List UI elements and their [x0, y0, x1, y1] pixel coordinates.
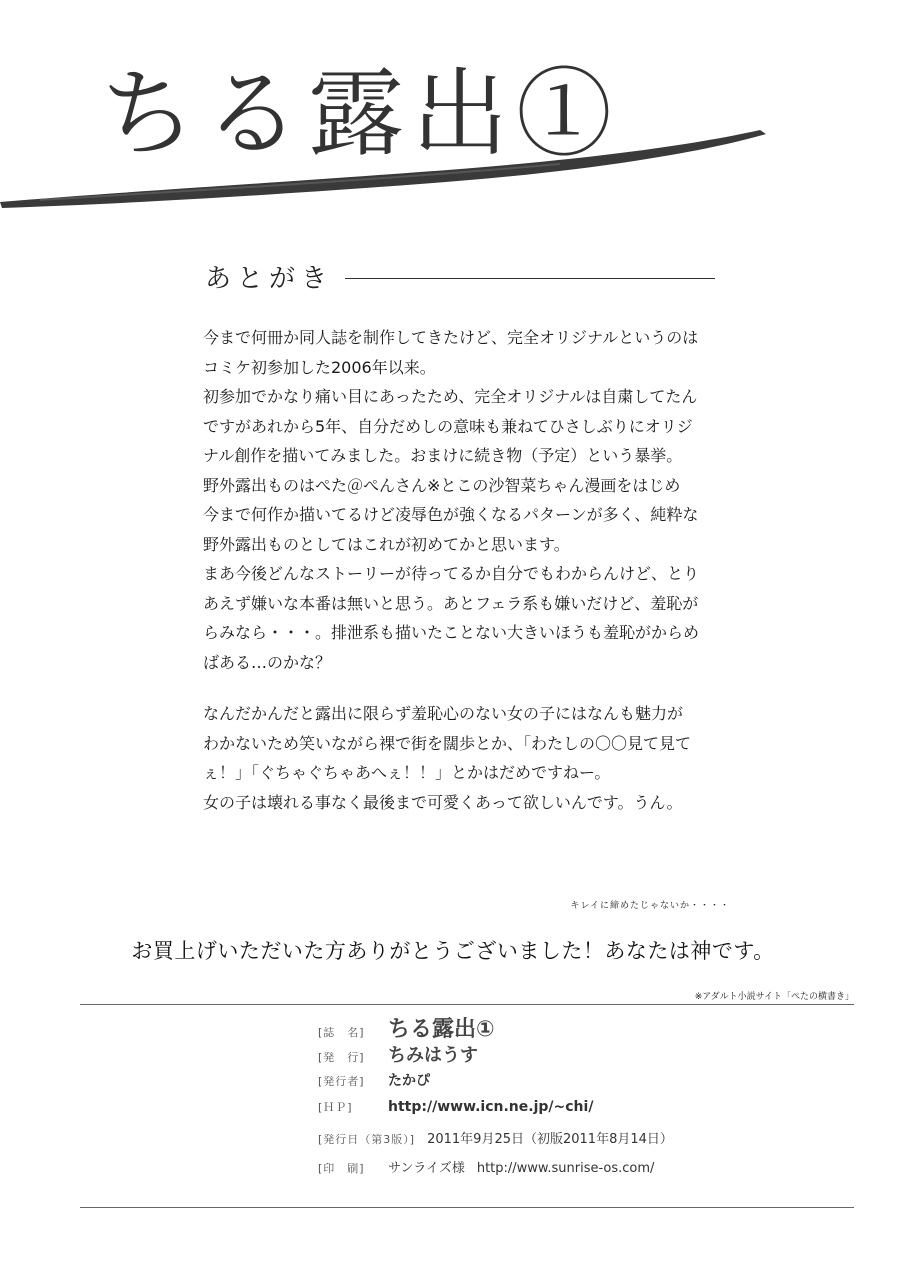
colophon-row-publisher [318, 1041, 878, 1070]
afterword-line: ばある…のかな？ [203, 652, 332, 672]
colophon-hp-link: http://www.icn.ne.jp/~chi/ [388, 1099, 594, 1115]
afterword-line: ぇ！」「ぐちゃぐちゃあへぇ！！」とかはだめですねー。 [203, 763, 611, 782]
afterword-body [203, 323, 733, 817]
colophon [318, 1012, 878, 1186]
colophon-key: [発行者] [318, 1075, 365, 1088]
colophon-bottom-rule [80, 1207, 854, 1208]
colophon-top-rule [80, 1004, 854, 1005]
afterword-line: 今まで何作か描いてるけど凌辱色が強くなるパターンが多く、純粋な [203, 505, 699, 524]
afterword-line: なんだかんだと露出に限らず羞恥心のない女の子にはなんも魅力が [203, 704, 684, 723]
afterword-line: 今まで何冊か同人誌を制作してきたけど、完全オリジナルというのは [203, 328, 699, 347]
colophon-key: [印 刷] [318, 1162, 365, 1175]
afterword-line: ですがあれから5年、自分だめしの意味も兼ねてひさしぶりにオリジ [203, 416, 693, 436]
colophon-printer-url: http://www.sunrise-os.com/ [476, 1161, 655, 1176]
colophon-row-title [318, 1012, 878, 1041]
colophon-publisher: ちみはうす [388, 1045, 478, 1066]
brush-stroke [0, 120, 906, 210]
colophon-printer: サンライズ様 [388, 1161, 465, 1176]
colophon-author: たかぴ [388, 1073, 430, 1089]
heading-rule [345, 278, 715, 279]
footnote: ※アダルト小説サイト「ぺたの横書き」 [694, 992, 854, 1002]
afterword-line: わかないため笑いながら裸で街を闊歩とか、「わたしの〇〇見て見て [203, 733, 692, 753]
paragraph-gap [203, 677, 733, 699]
colophon-title: ちる露出① [388, 1017, 495, 1042]
afterword-line: 初参加でかなり痛い目にあったため、完全オリジナルは自粛してたん [203, 387, 698, 406]
colophon-row-print [318, 1157, 878, 1186]
colophon-row-date [318, 1128, 878, 1157]
page-title: ちる露出① [100, 58, 620, 170]
thanks-message: お買上げいただいた方ありがとうございました！あなたは神です。 [131, 939, 775, 963]
colophon-row-hp [318, 1099, 878, 1128]
afterword-line: 野外露出ものとしてはこれが初めてかと思います。 [203, 534, 570, 554]
colophon-key: [誌 名] [318, 1026, 365, 1039]
afterword-line: らみなら・・・。排泄系も描いたことない大きいほうも羞恥がからめ [203, 623, 700, 642]
colophon-key: [ＨＰ] [318, 1101, 353, 1114]
afterword-line: あえず嫌いな本番は無いと思う。あとフェラ系も嫌いだけど、羞恥が [203, 593, 699, 613]
afterword-line: 女の子は壊れる事なく最後まで可愛くあって欲しいんです。うん。 [203, 792, 683, 812]
colophon-row-author [318, 1070, 878, 1099]
colophon-key: [発 行] [318, 1051, 365, 1064]
colophon-key: [発行日（第3版）] [318, 1133, 416, 1146]
afterword-line: まあ今後どんなストーリーが待ってるか自分でもわからんけど、とり [203, 564, 700, 583]
afterword-line: ナル創作を描いてみました。おまけに続き物（予定）という暴挙。 [203, 446, 683, 465]
afterword-heading-label: あとがき [205, 264, 334, 294]
colophon-date: 2011年9月25日（初版2011年8月14日） [427, 1132, 673, 1147]
afterword-line: コミケ初参加した2006年以来。 [203, 357, 436, 377]
afterword-line: 野外露出ものはぺた＠ぺんさん※とこの沙智菜ちゃん漫画をはじめ [203, 475, 681, 495]
afterword-heading [205, 258, 715, 298]
aside-note: キレイに締めたじゃないか・・・・ [570, 901, 730, 911]
